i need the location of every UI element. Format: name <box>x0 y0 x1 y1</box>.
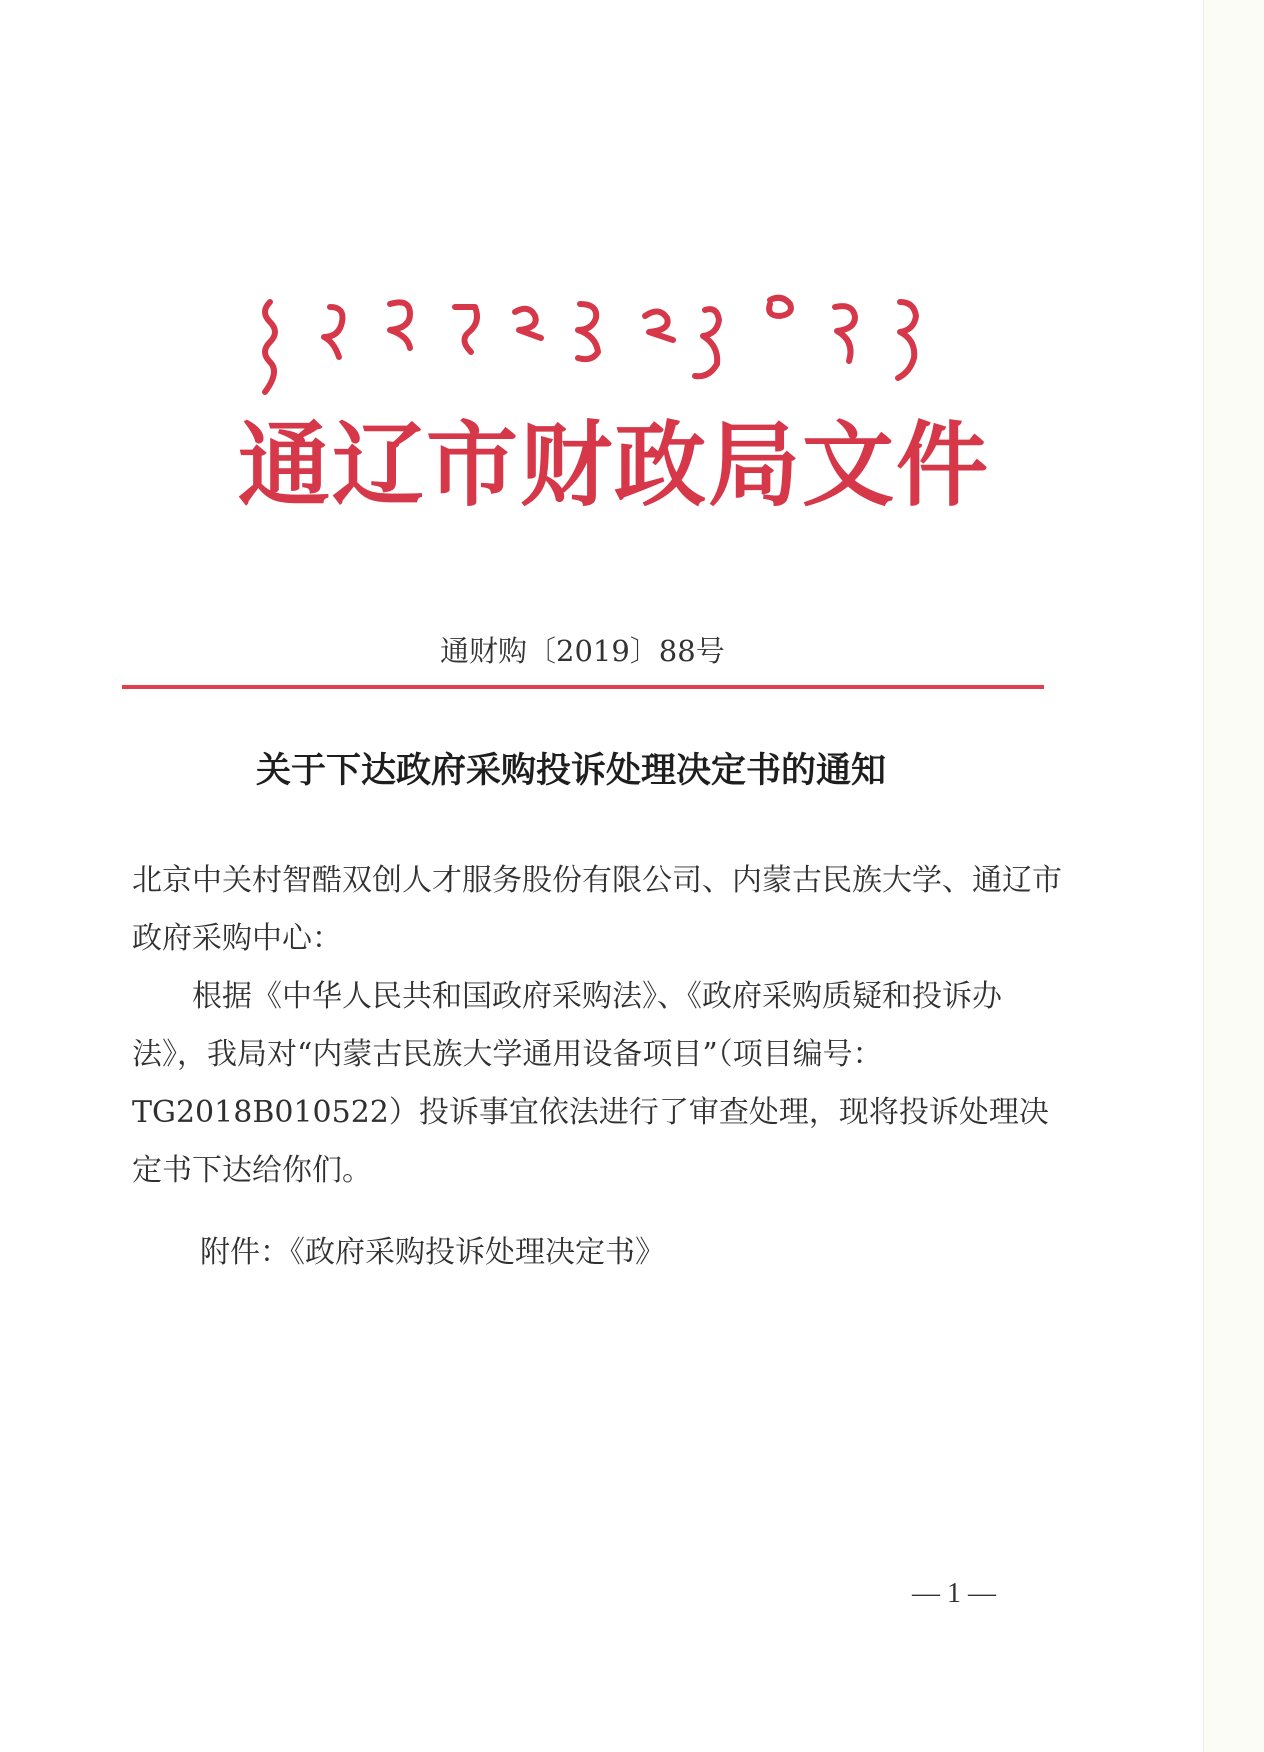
notice-title: 关于下达政府采购投诉处理决定书的通知 <box>256 750 887 791</box>
red-divider <box>122 685 1044 689</box>
body-paragraph: 根据《中华人民共和国政府采购法》、《政府采购质疑和投诉办法》，我局对“内蒙古民族大学通用设备项目”（项目编号：TG2018B010522）投诉事宜依法进行了审查处理，现将投诉处理决定书下达给你们。 <box>132 979 1049 1188</box>
scan-edge <box>1203 0 1264 1752</box>
attachment-line: 附件：《政府采购投诉处理决定书》 <box>200 1235 665 1270</box>
mongolian-script-banner-icon <box>250 292 950 402</box>
recipients-paragraph: 北京中关村智酷双创人才服务股份有限公司、内蒙古民族大学、通辽市政府采购中心： <box>132 863 1062 956</box>
document-number: 通财购〔2019〕88号 <box>440 634 725 668</box>
page-number: — 1 — <box>912 1578 996 1609</box>
issuer-title: 通辽市财政局文件 <box>238 411 991 519</box>
